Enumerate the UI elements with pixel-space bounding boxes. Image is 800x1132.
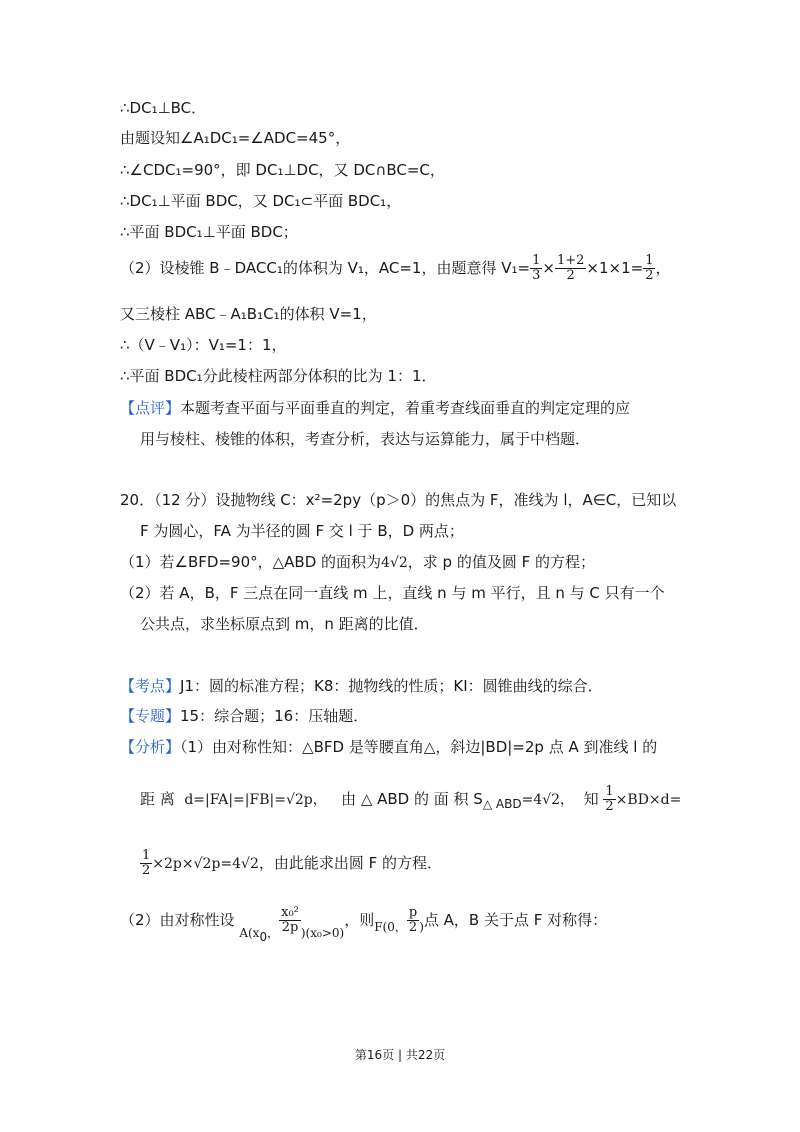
fenxi-text: （1）由对称性知：△BFD 是等腰直角△，斜边|BD|=2p 点 A 到准线 l 的 [180, 738, 658, 756]
math-expression: ×2p×√2p=4√2 [152, 856, 259, 872]
text-segment: 点 A，B 关于点 F 对称得： [423, 911, 608, 929]
subscript: 0 [259, 930, 268, 944]
text-segment: 由 △ ABD 的 面 积 S [341, 790, 483, 808]
fenxi-tag: 【分析】 [120, 738, 181, 756]
analysis-symmetry-line [120, 905, 608, 944]
fraction-denominator: 2p [281, 920, 299, 935]
text-line: 公共点，求坐标原点到 m，n 距离的比值． [140, 615, 429, 633]
math-expression: ， [267, 926, 280, 940]
text-line: 又三棱柱 ABC﹣A₁B₁C₁的体积 V=1， [120, 305, 377, 323]
question-line: 20．（12 分）设抛物线 C：x²=2py（p＞0）的焦点为 F，准线为 l，A∈C，已知以 [120, 491, 677, 509]
text-line: F 为圆心，FA 为半径的圆 F 交 l 于 B，D 两点； [140, 522, 464, 540]
math-expression: A(x [239, 926, 260, 940]
fraction [603, 785, 615, 814]
analysis-area-line [140, 849, 442, 878]
text-line: ∴（V﹣V₁）：V₁=1：1， [120, 336, 287, 354]
fraction-denominator: 3 [532, 268, 541, 283]
fraction [407, 906, 419, 935]
math-expression: 4√2 [381, 555, 408, 571]
fraction-numerator: p [408, 905, 418, 920]
fraction [140, 849, 152, 878]
volume-formula-line [120, 254, 670, 283]
fraction-denominator: 2 [605, 799, 614, 814]
fenxi-line [120, 736, 657, 758]
fraction-denominator: 2 [645, 268, 654, 283]
fraction-denominator: 2 [142, 863, 151, 878]
comment-tag: 【点评】 [120, 399, 181, 417]
fraction [279, 906, 301, 935]
math-expression: )(x₀>0) [300, 926, 345, 940]
subscript: △ ABD [482, 797, 522, 811]
page-footer: 第16页 | 共22页 [354, 1048, 446, 1062]
zhuanti-line [120, 705, 368, 727]
fraction-numerator: 1 [645, 253, 654, 268]
kaodian-line [120, 675, 603, 697]
fraction [555, 254, 586, 283]
text-segment: （1）若∠BFD=90°，△ABD 的面积为 [120, 553, 382, 571]
text-line: ∴平面 BDC₁⊥平面 BDC； [120, 223, 298, 241]
math-expression: ×BD×d= [615, 792, 682, 808]
comment-text: 本题考查平面与平面垂直的判定，着重考查线面垂直的判定定理的应 [180, 399, 631, 417]
text-segment: ，则 [344, 911, 375, 929]
text-line: ∴∠CDC₁=90°，即 DC₁⊥DC，又 DC∩BC=C， [120, 161, 445, 179]
subquestion-line [120, 551, 595, 574]
kaodian-tag: 【考点】 [120, 677, 181, 695]
zhuanti-text: 15：综合题；16：压轴题． [180, 707, 369, 725]
fraction [643, 254, 655, 283]
text-line: ∴DC₁⊥BC． [120, 99, 207, 117]
text-segment: （2）由对称性设 [120, 911, 235, 929]
fraction [530, 254, 542, 283]
text-line: 用与棱柱、棱锥的体积，考查分析，表达与运算能力，属于中档题． [140, 430, 591, 448]
fraction-numerator: 1 [605, 784, 614, 799]
math-expression: ) [419, 920, 424, 934]
math-expression: d=|FA|=|FB|=√2p， [184, 792, 327, 808]
text-line: ∴DC₁⊥平面 BDC，又 DC₁⊂平面 BDC₁， [120, 192, 402, 210]
text-segment: ×1×1= [586, 259, 644, 277]
subquestion-line: （2）若 A，B，F 三点在同一直线 m 上，直线 n 与 m 平行，且 n 与 C 只有一个 [120, 584, 665, 602]
kaodian-text: J1：圆的标准方程；K8：抛物线的性质；KI：圆锥曲线的综合． [180, 677, 603, 695]
fraction-denominator: 2 [566, 268, 575, 283]
text-segment: ， [655, 259, 671, 277]
fraction-numerator: x₀² [281, 905, 299, 920]
comment-line [120, 397, 630, 419]
zhuanti-tag: 【专题】 [120, 707, 181, 725]
fraction-numerator: 1 [532, 253, 541, 268]
text-segment: ，求 p 的值及圆 F 的方程； [407, 553, 596, 571]
fraction-numerator: 1 [142, 848, 151, 863]
text-line: ∴平面 BDC₁分此棱柱两部分体积的比为 1：1． [120, 367, 437, 385]
text-segment: 知 [583, 790, 599, 808]
fraction-denominator: 2 [408, 920, 418, 935]
text-segment: （2）设棱锥 B﹣DACC₁的体积为 V₁，AC=1，由题意得 V₁= [120, 259, 531, 277]
text-line: 由题设知∠A₁DC₁=∠ADC=45°， [120, 129, 351, 147]
analysis-distance-line [140, 785, 681, 814]
text-segment: ，由此能求出圆 F 的方程． [258, 854, 443, 872]
math-expression: F(0， [374, 920, 407, 934]
text-segment: 距 离 [140, 790, 175, 808]
fraction-numerator: 1+2 [556, 253, 585, 268]
text-segment: × [542, 259, 555, 277]
math-expression: =4√2， [521, 792, 575, 808]
